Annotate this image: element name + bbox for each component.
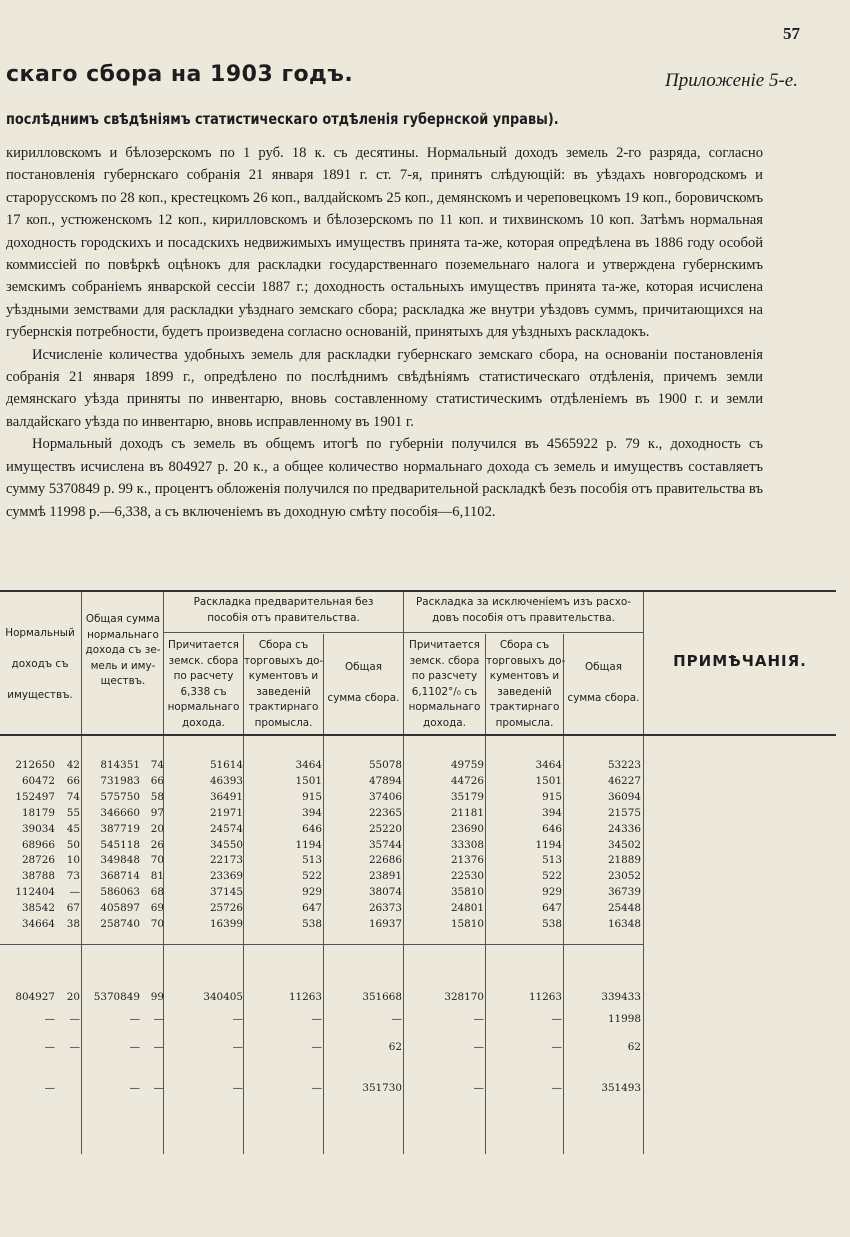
table-cell: 25448 <box>607 902 641 915</box>
table-cell: 538 <box>542 918 562 930</box>
table-cell: 915 <box>302 790 322 803</box>
table-cell: — <box>44 1041 55 1053</box>
table-cell: — <box>153 1082 164 1094</box>
table-cell: — <box>129 1013 140 1025</box>
table-cell: 44726 <box>450 774 484 787</box>
table-cell: 70 <box>150 854 164 867</box>
table-cell: 99 <box>150 991 164 1003</box>
table-cell: 34502 <box>607 838 641 851</box>
header-g1-due: Причитается земск. сбора по расчету 6,338 съ нормальнаго дохода. <box>167 639 240 729</box>
table-cell: 387719 <box>100 822 140 835</box>
adjustment-row <box>0 1012 836 1028</box>
table-row <box>0 853 836 869</box>
adjustment-row <box>0 1040 836 1056</box>
table-cell: 37406 <box>368 790 402 803</box>
header-g2-total: Общая сумма сбора. <box>567 661 640 704</box>
table-cell: 70 <box>150 918 164 930</box>
table-cell: 60472 <box>21 774 55 787</box>
table-cell: 53223 <box>607 759 641 771</box>
table-cell: 368714 <box>100 870 140 883</box>
table-cell: 23690 <box>450 822 484 835</box>
header-notes: ПРИМѢЧАНІЯ. <box>673 652 807 670</box>
table-cell: 97 <box>150 806 164 819</box>
table-cell: 58 <box>150 790 164 803</box>
table-cell: — <box>391 1013 402 1025</box>
table-cell: 804927 <box>15 991 55 1003</box>
table-cell: 33308 <box>450 838 484 851</box>
table-cell: — <box>153 1013 164 1025</box>
table-cell: 929 <box>302 886 322 899</box>
table-cell: 38788 <box>21 870 55 883</box>
table-cell: 586063 <box>100 886 140 899</box>
table-cell: — <box>44 1082 55 1094</box>
table-cell: 20 <box>150 822 164 835</box>
table-cell: — <box>311 1013 322 1025</box>
table-cell: 22365 <box>368 806 402 819</box>
table-cell: 62 <box>627 1041 641 1053</box>
table-cell: — <box>129 1041 140 1053</box>
table-cell: 16399 <box>209 918 243 930</box>
table-cell: 21575 <box>607 806 641 819</box>
table-cell: 22686 <box>368 854 402 867</box>
table-cell: 62 <box>388 1041 402 1053</box>
table-cell: 575750 <box>100 790 140 803</box>
table-cell: — <box>69 1013 80 1025</box>
table-cell: 545118 <box>100 838 140 851</box>
table-cell: 47894 <box>368 774 402 787</box>
table-cell: 34664 <box>21 918 55 930</box>
body-text <box>6 142 763 523</box>
table-cell: 24801 <box>450 902 484 915</box>
table-cell: 21376 <box>450 854 484 867</box>
table-cell: 258740 <box>100 918 140 930</box>
table-cell: 21971 <box>209 806 243 819</box>
header-g2-due: Причитается земск. сбора по разсчету 6,1102°/₀ съ нормальнаго дохода. <box>408 639 481 729</box>
table-cell: 35810 <box>450 886 484 899</box>
table-cell: 46393 <box>209 774 243 787</box>
header-total-income: Общая сумма нормальнаго дохода съ зе- мель и иму- ществъ. <box>85 613 161 687</box>
table-cell: 55 <box>66 806 80 819</box>
table-cell: 522 <box>542 870 562 883</box>
table-cell: 66 <box>150 774 164 787</box>
table-cell: 152497 <box>15 790 55 803</box>
table-cell: 23891 <box>368 870 402 883</box>
table-cell: 10 <box>66 854 80 867</box>
table-cell: 68966 <box>21 838 55 851</box>
table-cell: — <box>69 886 80 899</box>
table-cell: 21889 <box>607 854 641 867</box>
header-income-property: Нормальный доходъ съ имуществъ. <box>5 627 75 701</box>
table-row <box>0 790 836 806</box>
table-cell: 1501 <box>535 774 562 787</box>
table-cell: 38542 <box>21 902 55 915</box>
table-cell: 1194 <box>295 838 322 851</box>
table-cell: 538 <box>302 918 322 930</box>
table-cell: — <box>311 1082 322 1094</box>
table-cell: 46227 <box>607 774 641 787</box>
table-cell: 1501 <box>295 774 322 787</box>
table-row <box>0 838 836 854</box>
table-row <box>0 822 836 838</box>
table-cell: 16348 <box>607 918 641 930</box>
table-row <box>0 774 836 790</box>
table-cell: 36491 <box>209 790 243 803</box>
table-cell: — <box>311 1041 322 1053</box>
table-cell: 38 <box>66 918 80 930</box>
table-cell: 351493 <box>601 1082 641 1094</box>
page-title: скаго сбора на 1903 годъ. <box>6 62 354 87</box>
table-cell: 23052 <box>607 870 641 883</box>
table-cell: 49759 <box>450 759 484 771</box>
table-cell: — <box>551 1041 562 1053</box>
table-cell: 35744 <box>368 838 402 851</box>
table-cell: — <box>153 1041 164 1053</box>
table-cell: 513 <box>542 854 562 867</box>
table-cell: — <box>129 1082 140 1094</box>
table-cell: 340405 <box>203 991 243 1003</box>
table-cell: 405897 <box>100 902 140 915</box>
paragraph-1: кирилловскомъ и бѣлозерскомъ по 1 руб. 18 к. съ десятины. Нормальный доходъ земель 2-го разряда, согласно постановленія губернскаго собранія 21 января 1891 г. ст. 7-я, принятъ слѣдующій: въ уѣздахъ новгородскомъ и старорусскомъ по 28 коп., крестецкомъ 26 коп., валдайскомъ 25 коп., демянскомъ и череповецкомъ 19 коп., боровичскомъ 17 коп., устюженскомъ 12 коп., кирилловскомъ и бѣлозерскомъ по 11 коп. и тихвинскомъ 10 коп. Затѣмъ нормальная доходность городскихъ и посадскихъ недвижимыхъ имуществъ принята та-же, которая опредѣлена въ 1886 году особой коммиссіей по повѣркѣ оцѣнокъ для раскладки государственнаго поземельнаго налога и утверждена губернскимъ земскимъ собраніемъ январской сессіи 1887 г.; доходность остальныхъ имуществъ принята та-же, которая исчислена уѣздными земствами для раскладки уѣзднаго земскаго сбора; раскладка же внутри уѣздовъ суммъ, причитающихся на губернскія потребности, будетъ произведена согласно основаній, принятыхъ для уѣздныхъ раскладокъ. <box>6 145 763 341</box>
table-cell: — <box>232 1041 243 1053</box>
table-cell: 69 <box>150 902 164 915</box>
table-cell: 647 <box>542 902 562 915</box>
table-cell: 35179 <box>450 790 484 803</box>
table-cell: 16937 <box>368 918 402 930</box>
table-cell: — <box>551 1013 562 1025</box>
table-cell: 351668 <box>362 991 402 1003</box>
table-cell: 25726 <box>209 902 243 915</box>
table-cell: 67 <box>66 902 80 915</box>
table-cell: 11998 <box>607 1013 641 1025</box>
table-cell: 394 <box>542 806 562 819</box>
table-cell: 929 <box>542 886 562 899</box>
table-cell: 646 <box>302 822 322 835</box>
table-cell: — <box>232 1013 243 1025</box>
total-row <box>0 990 836 1006</box>
table-cell: 73 <box>66 870 80 883</box>
table-cell: 731983 <box>100 774 140 787</box>
table-cell: — <box>44 1013 55 1025</box>
table-cell: 346660 <box>100 806 140 819</box>
header-g1-trade: Сбора съ торговыхъ до- кументовъ и заведеній трактирнаго промысла. <box>244 639 324 729</box>
header-g2-trade: Сбора съ торговыхъ до- кументовъ и заведеній трактирнаго промысла. <box>486 639 566 729</box>
table-cell: 1194 <box>535 838 562 851</box>
table-cell: — <box>232 1082 243 1094</box>
table-cell: 22173 <box>209 854 243 867</box>
table-cell: 74 <box>66 790 80 803</box>
table-cell: 212650 <box>15 759 55 771</box>
table-cell: 66 <box>66 774 80 787</box>
table-cell: 24336 <box>607 822 641 835</box>
table-cell: 522 <box>302 870 322 883</box>
table-cell: 36739 <box>607 886 641 899</box>
table-row <box>0 901 836 917</box>
table-cell: 26 <box>150 838 164 851</box>
table-cell: 24574 <box>209 822 243 835</box>
table-cell: 25220 <box>368 822 402 835</box>
table-cell: — <box>69 1041 80 1053</box>
table-cell: 814351 <box>100 759 140 771</box>
table-cell: 36094 <box>607 790 641 803</box>
table-cell: 81 <box>150 870 164 883</box>
table-cell: 50 <box>66 838 80 851</box>
table-cell: — <box>473 1082 484 1094</box>
table-cell: 339433 <box>601 991 641 1003</box>
table-cell: 646 <box>542 822 562 835</box>
table-cell: 68 <box>150 886 164 899</box>
paragraph-3: Нормальный доходъ съ земель въ общемъ итогѣ по губерніи получился въ 4565922 р. 79 к., доходность съ имуществъ исчислена въ 804927 р. 20 к., а общее количество нормальнаго дохода съ земель и имуществъ составляетъ сумму 5370849 р. 99 к., процентъ обложенія получился по предварительной раскладкѣ безъ пособія отъ правительства въ суммѣ 11998 р.—6,338, а съ включеніемъ въ доходную смѣту пособія—6,1102. <box>6 436 763 520</box>
table-cell: 394 <box>302 806 322 819</box>
table-cell: 34550 <box>209 838 243 851</box>
table-cell: 42 <box>66 759 80 771</box>
table-cell: 11263 <box>288 991 322 1003</box>
table-cell: — <box>473 1013 484 1025</box>
table-cell: 349848 <box>100 854 140 867</box>
header-g1-total: Общая сумма сбора. <box>327 661 400 704</box>
page-number: 57 <box>783 24 800 43</box>
table-cell: 45 <box>66 822 80 835</box>
table-cell: 915 <box>542 790 562 803</box>
table-cell: 20 <box>66 991 80 1003</box>
table-row <box>0 758 836 774</box>
table-cell: 51614 <box>209 759 243 771</box>
table-cell: 23369 <box>209 870 243 883</box>
table-cell: 55078 <box>368 759 402 771</box>
table-cell: 26373 <box>368 902 402 915</box>
table-cell: 112404 <box>15 886 55 899</box>
table-cell: 38074 <box>368 886 402 899</box>
table-cell: 37145 <box>209 886 243 899</box>
table-cell: 15810 <box>450 918 484 930</box>
table-cell: 21181 <box>450 806 484 819</box>
table-cell: 328170 <box>444 991 484 1003</box>
table-cell: 5370849 <box>93 991 140 1003</box>
table-row <box>0 806 836 822</box>
table-cell: — <box>473 1041 484 1053</box>
table-cell: 74 <box>150 759 164 771</box>
table-cell: — <box>551 1082 562 1094</box>
table-cell: 647 <box>302 902 322 915</box>
subtitle: послѣднимъ свѣдѣніямъ статистическаго отдѣленія губернской управы). <box>6 110 559 128</box>
table-cell: 18179 <box>21 806 55 819</box>
paragraph-2: Исчисленіе количества удобныхъ земель для раскладки губернскаго земскаго сбора, на основаніи постановленія собранія 21 января 1899 г., опредѣлено по послѣднимъ свѣдѣніямъ статистическаго отдѣленія, причемъ земли демянскаго уѣзда приняты по инвентарю, вновь составленному статистическимъ отдѣленіемъ въ 1900 г. и земли валдайскаго уѣзда по инвентарю, вновь исправленному въ 1901 г. <box>6 346 763 430</box>
table-row <box>0 885 836 901</box>
table-cell: 351730 <box>362 1082 402 1094</box>
table-cell: 3464 <box>295 759 322 771</box>
appendix-label: Приложеніе 5-е. <box>664 70 798 91</box>
table-cell: 11263 <box>528 991 562 1003</box>
table-cell: 3464 <box>535 759 562 771</box>
table-cell: 39034 <box>21 822 55 835</box>
table-cell: 22530 <box>450 870 484 883</box>
table-row <box>0 869 836 885</box>
table-cell: 513 <box>302 854 322 867</box>
header-group-excluding: Раскладка за исключеніемъ изъ расхо- довъ пособія отъ правительства. <box>415 596 632 624</box>
header-group-preliminary: Раскладка предварительная без пособія отъ правительства. <box>193 596 374 624</box>
table-cell: 28726 <box>21 854 55 867</box>
table-row <box>0 917 836 933</box>
final-total-row <box>0 1081 836 1097</box>
